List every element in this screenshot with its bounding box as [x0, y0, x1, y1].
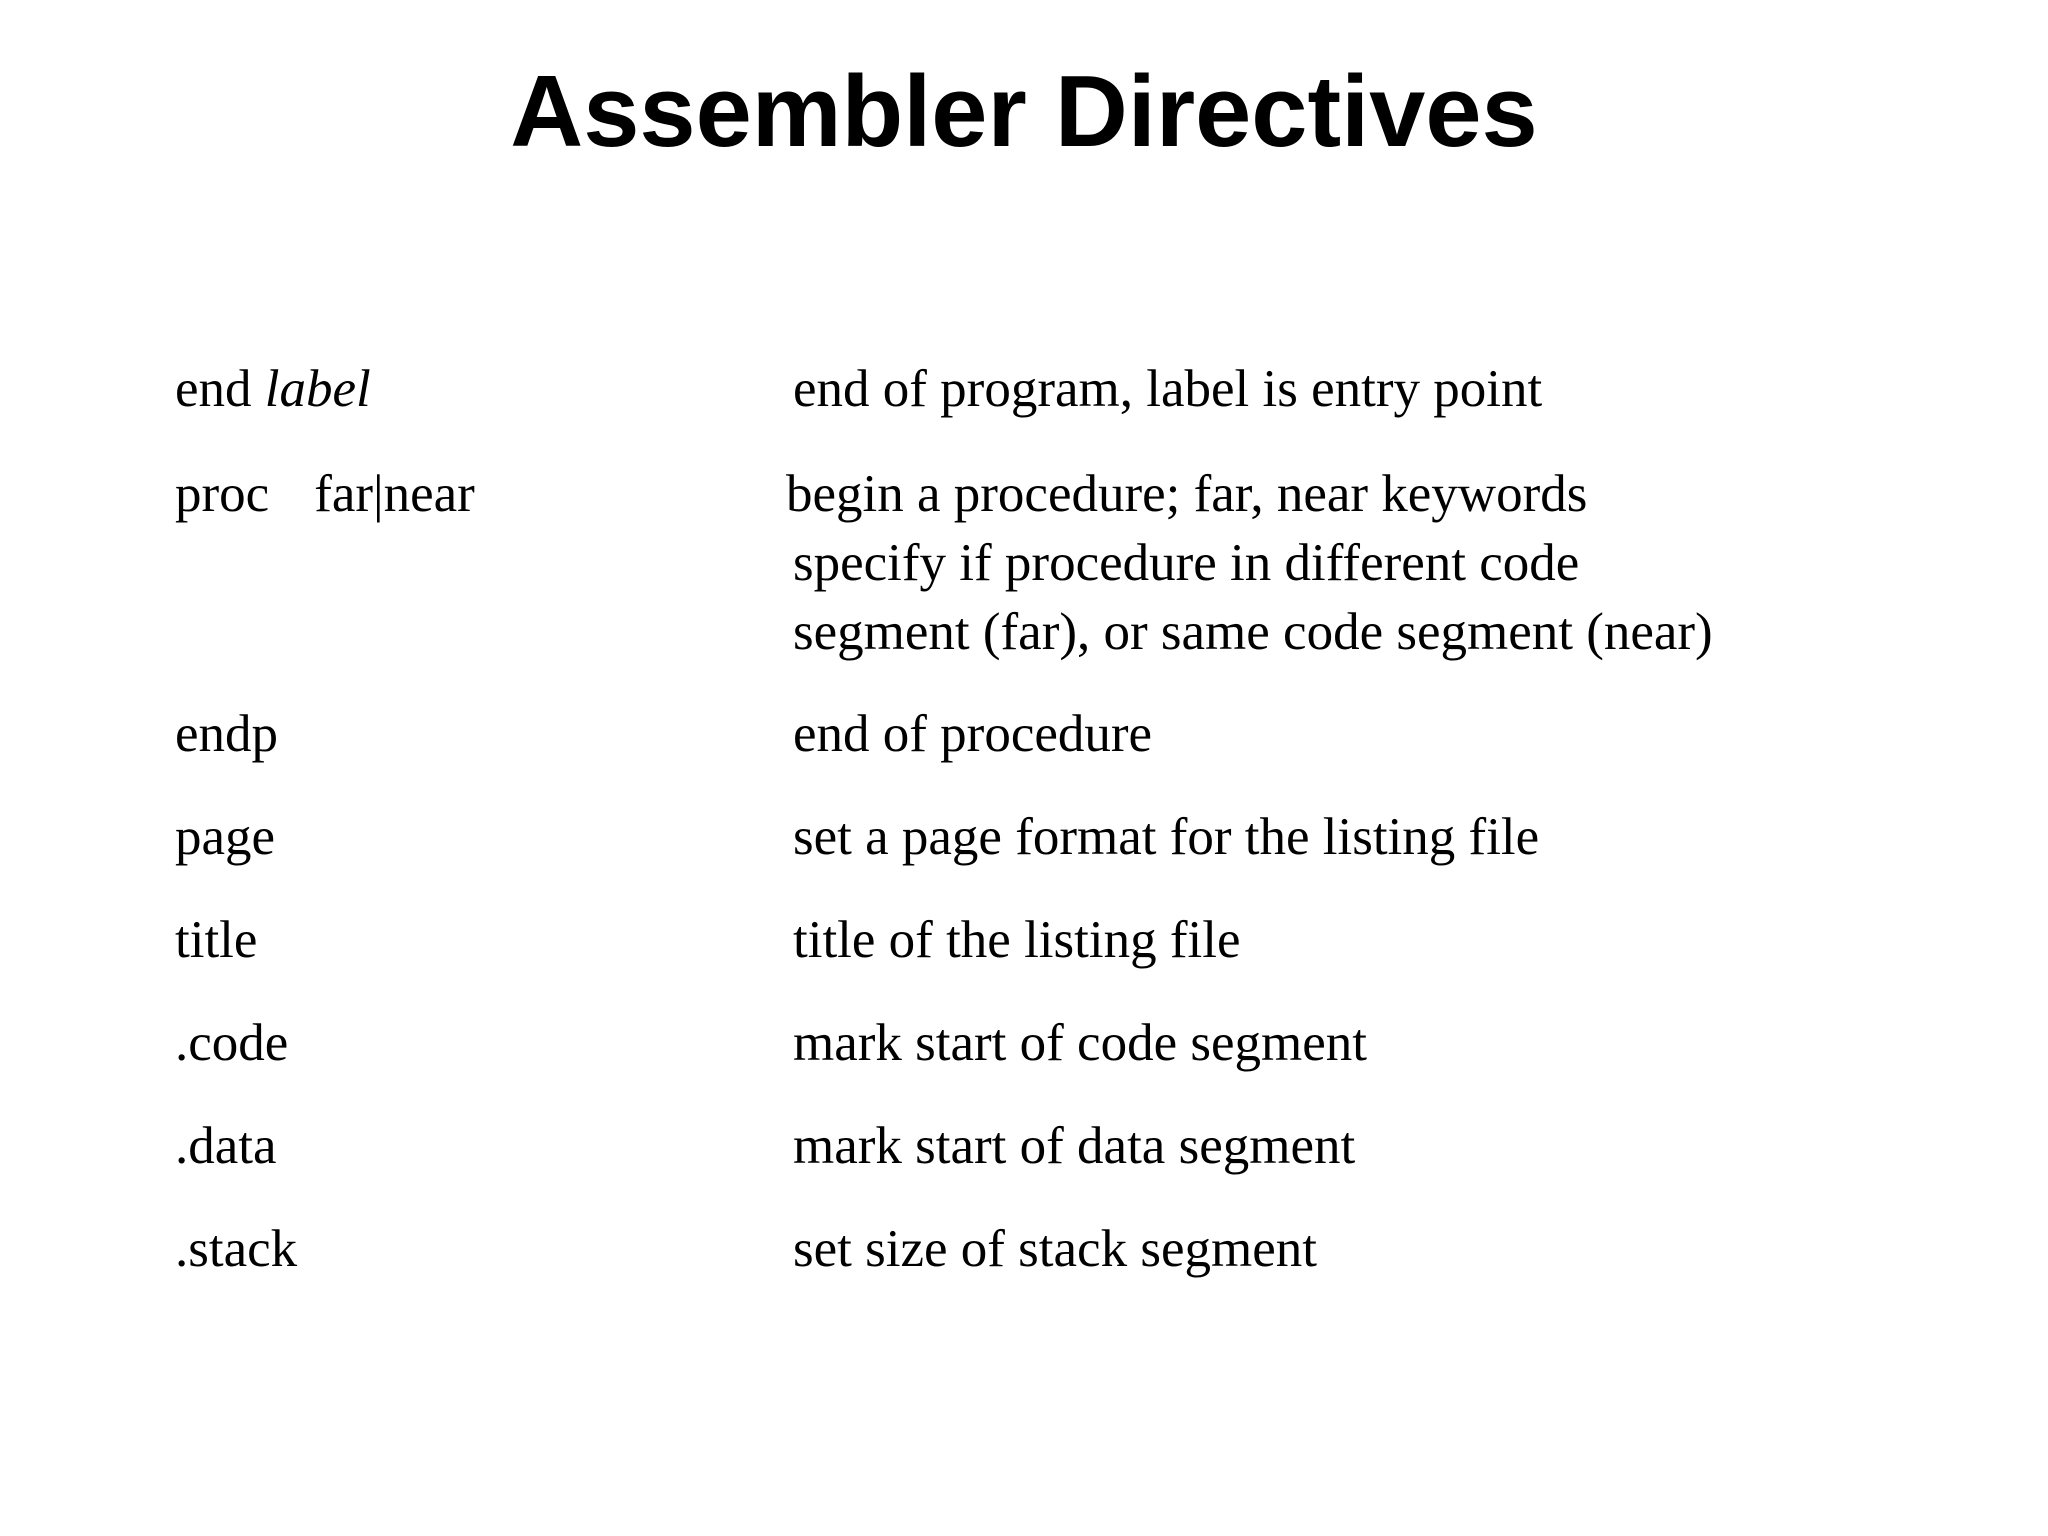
- directive-term-endp: endp: [175, 705, 279, 763]
- slide-title: Assembler Directives: [510, 56, 1538, 168]
- directive-term-stack: .stack: [175, 1220, 298, 1278]
- directive-keyword: proc: [175, 465, 270, 523]
- directive-description-proc-line-1: begin a procedure; far, near keywords: [786, 465, 1588, 523]
- directive-term-title: title: [175, 911, 258, 969]
- directive-argument: label: [264, 360, 371, 418]
- directive-term-code: .code: [175, 1014, 289, 1072]
- directive-term-proc: [175, 460, 475, 528]
- directive-description-stack: set size of stack segment: [793, 1220, 1317, 1278]
- directive-description-end: end of program, label is entry point: [793, 360, 1543, 418]
- directive-description-title: title of the listing file: [793, 911, 1241, 969]
- directive-description-endp: end of procedure: [793, 705, 1153, 763]
- directive-argument: far|near: [314, 465, 475, 523]
- directive-term-page: page: [175, 808, 276, 866]
- directive-term-end: [175, 355, 371, 423]
- directive-description-proc-line-3: segment (far), or same code segment (near): [793, 603, 1713, 661]
- directive-term-data: .data: [175, 1117, 277, 1175]
- directive-description-proc-line-2: specify if procedure in different code: [793, 534, 1580, 592]
- directive-description-code: mark start of code segment: [793, 1014, 1367, 1072]
- directive-description-page: set a page format for the listing file: [793, 808, 1540, 866]
- directive-keyword: end: [175, 360, 252, 418]
- directive-description-data: mark start of data segment: [793, 1117, 1356, 1175]
